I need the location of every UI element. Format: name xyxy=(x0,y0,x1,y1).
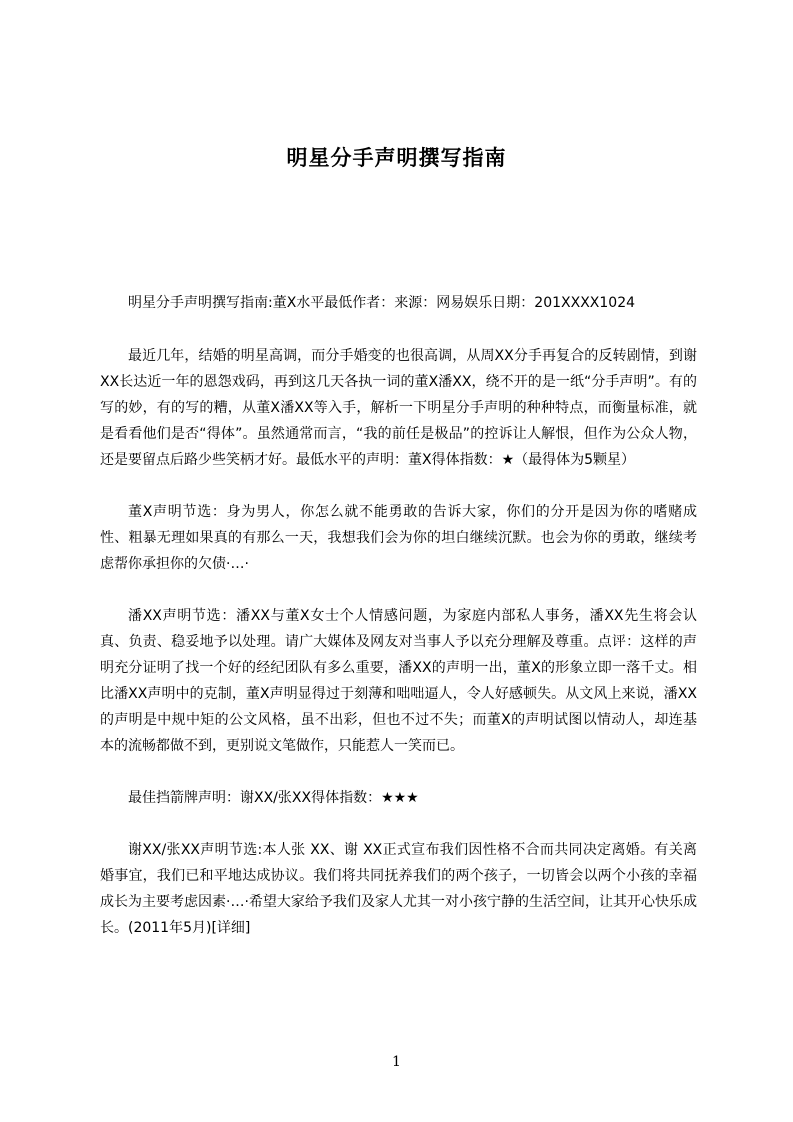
article-meta-line: 明星分手声明撰写指南:董X水平最低作者：来源：网易娱乐日期：201XXXX1024 xyxy=(128,295,636,311)
dong-statement-excerpt: 董X声明节选：身为男人，你怎么就不能勇敢的告诉大家，你们的分开是因为你的嗜赌成性、粗暴无理如果真的有那么一天，我想我们会为你的坦白继续沉默。也会为你的勇敢，继续考虑帮你承担你的欠债·…· xyxy=(100,504,697,572)
xie-zhang-statement-excerpt: 谢XX/张XX声明节选:本人张 XX、谢 XX正式宣布我们因性格不合而共同决定离婚。有关离婚事宜，我们已和平地达成协议。我们将共同抚养我们的两个孩子，一切皆会以两个小孩的幸福成长为主要考虑因素·…·希望大家给予我们及家人尤其一对小孩宁静的生活空间，让其开心快乐成长。(2011年5月)[详细] xyxy=(100,842,697,936)
best-statement-heading: 最佳挡箭牌声明：谢XX/张XX得体指数：★★★ xyxy=(128,790,419,806)
pan-statement-excerpt: 潘XX声明节选：潘XX与董X女士个人情感问题，为家庭内部私人事务，潘XX先生将会认真、负责、稳妥地予以处理。请广大媒体及网友对当事人予以充分理解及尊重。点评：这样的声明充分证明了找一个好的经纪团队有多么重要，潘XX的声明一出，董X的形象立即一落千丈。相比潘XX声明中的克制，董X声明显得过于刻薄和咄咄逼人，令人好感顿失。从文风上来说，潘XX的声明是中规中矩的公文风格，虽不出彩，但也不过不失；而董X的声明试图以情动人，却连基本的流畅都做不到，更别说文笔做作，只能惹人一笑而已。 xyxy=(100,608,697,754)
page-title: 明星分手声明撰写指南 xyxy=(286,146,507,170)
page-number: 1 xyxy=(392,1054,401,1070)
intro-paragraph: 最近几年，结婚的明星高调，而分手婚变的也很高调，从周XX分手再复合的反转剧情，到谢XX长达近一年的恩怨戏码，再到这几天各执一词的董X潘XX，绕不开的是一纸“分手声明”。有的写的妙，有的写的糟，从董X潘XX等入手，解析一下明星分手声明的种种特点，而衡量标准，就是看看他们是否“得体”。虽然通常而言，“我的前任是极品”的控诉让人解恨，但作为公众人物，还是要留点后路少些笑柄才好。最低水平的声明：董X得体指数：★（最得体为5颗星） xyxy=(100,348,697,468)
document-body xyxy=(100,290,697,967)
